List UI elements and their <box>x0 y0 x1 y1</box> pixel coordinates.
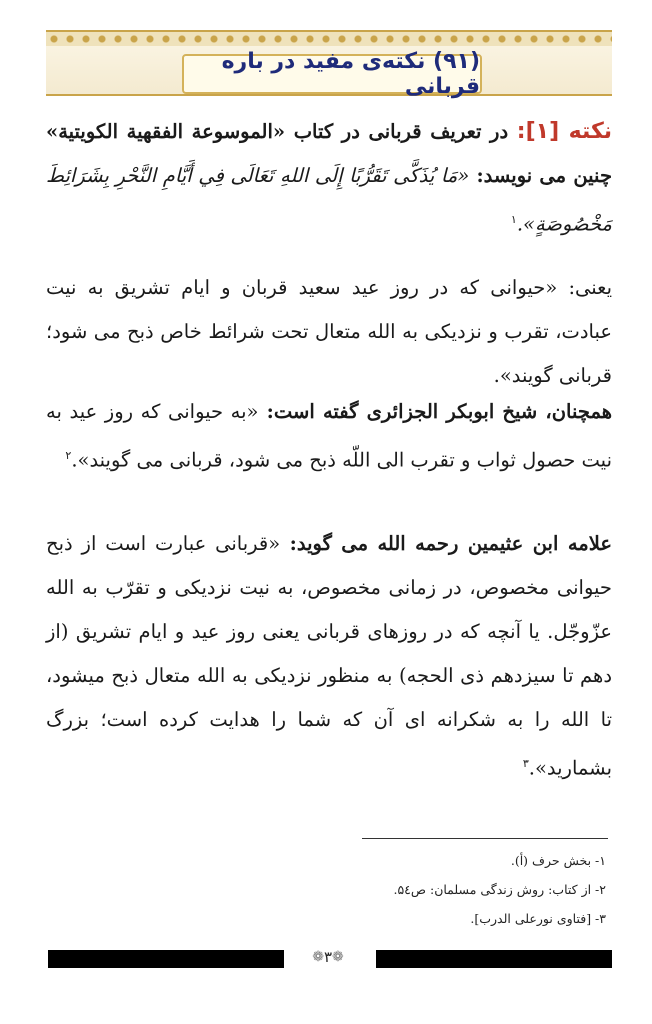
ornament-icon: ❁ <box>312 949 324 965</box>
ornament-icon: ❁ <box>332 949 344 965</box>
page-number: ۳ <box>323 948 333 966</box>
paragraph-translation <box>46 266 612 398</box>
jazairi-heading: همچنان، شیخ ابوبکر الجزائری گفته است: <box>258 400 612 423</box>
uthaymin-text: «قربانی عبارت است از ذبح حیوانی مخصوص، در زمانی مخصوص، به نیت نزدیکی و تقرّب به الله عزّوجّل. یا آنچه که در روزهای قربانی یعنی روز عید و ایام تشریق (از دهم تا سیزدهم ذی الحجه) به منظور نزدیکی به الله متعال ذبح میشود، تا الله را به شکرانه ای آن که شما را هدایت کرده است؛ بزرگ بشمارید». <box>46 532 612 780</box>
uthaymin-heading: علامه ابن عثیمین رحمه الله می گوید: <box>280 532 613 555</box>
translation-text: یعنی: «حیوانی که در روز عید سعید قربان و ایام تشریق به نیت عبادت، تقرب و نزدیکی به الله متعال تحت شرائط خاص ذبح می شود؛ قربانی گویند». <box>46 276 612 387</box>
footnote-2: ۲- از کتاب: روش زندگی مسلمان: ص۵٤. <box>393 882 606 897</box>
footnote-ref-3: ۳ <box>522 757 529 770</box>
paragraph-uthaymin <box>46 522 612 791</box>
note-paragraph <box>46 110 612 247</box>
note-intro: در تعریف قربانی در کتاب «الموسوعة الفقهیة الکویتیة» چنین می نویسد: <box>46 120 612 187</box>
page-title: (۹۱) نکته‌ی مفید در باره قربانی <box>221 49 480 99</box>
footnote-ref-2: ۲ <box>65 449 72 462</box>
footer-bar-right <box>376 950 612 968</box>
arabic-quote: «مَا يُذَكَّى تَقَرُّبًا إِلَى اللهِ تَعَالَى فِي أَيَّامِ النَّحْرِ بِشَرَائِطَ مَخْصُوصَةٍ». <box>46 164 612 236</box>
footer-bar-left <box>48 950 284 968</box>
footnote-1: ۱- بخش حرف (أ). <box>510 853 606 868</box>
footnote-divider <box>362 838 608 839</box>
jazairi-text: «به حیوانی که روز عید به نیت حصول ثواب و تقرب الی اللّه ذبح می شود، قربانی می گویند». <box>46 400 612 472</box>
footnote-ref-1: ۱ <box>510 213 517 226</box>
footnote-3: ۳- [فتاوی نورعلی الدرب]. <box>470 911 606 926</box>
paragraph-jazairi <box>46 390 612 483</box>
footnotes <box>46 846 606 933</box>
page-title-box <box>182 49 482 99</box>
header-ornament <box>46 32 612 46</box>
page-number-badge <box>302 943 354 971</box>
note-label: نکته [۱]: <box>516 119 612 144</box>
